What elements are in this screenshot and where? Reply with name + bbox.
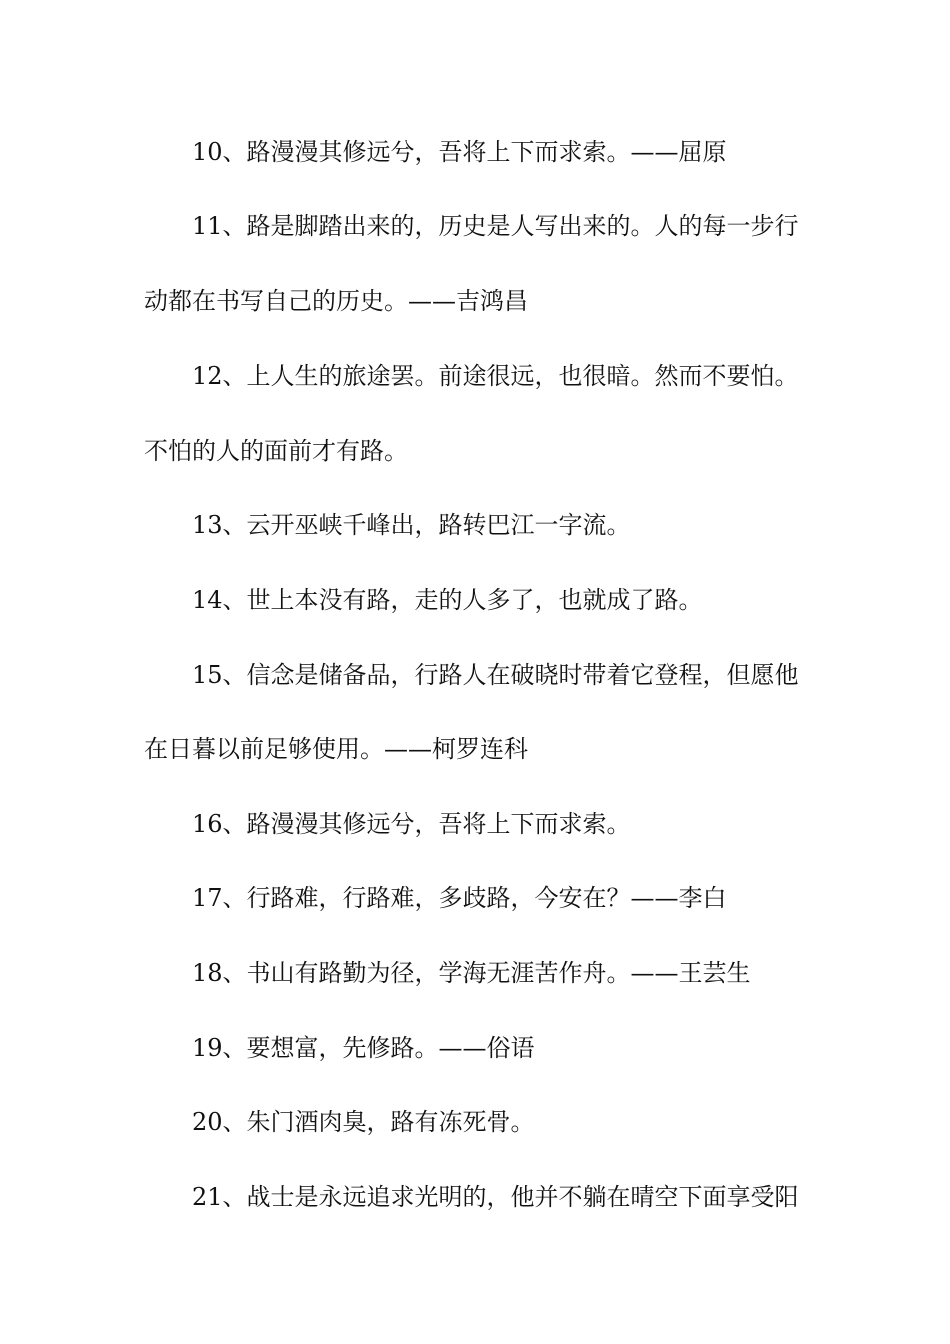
quote-12-line-1: 12、上人生的旅途罢。前途很远，也很暗。然而不要怕。 bbox=[192, 362, 799, 390]
quote-16: 16、路漫漫其修远兮，吾将上下而求索。 bbox=[192, 810, 631, 838]
quote-17: 17、行路难，行路难，多歧路，今安在？——李白 bbox=[192, 884, 727, 912]
quote-21-line-1: 21、战士是永远追求光明的，他并不躺在晴空下面享受阳 bbox=[192, 1183, 799, 1211]
quote-11-line-2: 动都在书写自己的历史。——吉鸿昌 bbox=[144, 287, 528, 315]
quote-20: 20、朱门酒肉臭，路有冻死骨。 bbox=[192, 1108, 535, 1136]
quote-12-line-2: 不怕的人的面前才有路。 bbox=[144, 437, 408, 465]
quote-18: 18、书山有路勤为径，学海无涯苦作舟。——王芸生 bbox=[192, 959, 751, 987]
quote-13: 13、云开巫峡千峰出，路转巴江一字流。 bbox=[192, 511, 631, 539]
quote-10: 10、路漫漫其修远兮，吾将上下而求索。——屈原 bbox=[192, 138, 727, 166]
quote-11-line-1: 11、路是脚踏出来的，历史是人写出来的。人的每一步行 bbox=[192, 212, 799, 240]
quote-15-line-2: 在日暮以前足够使用。——柯罗连科 bbox=[144, 735, 528, 763]
quote-15-line-1: 15、信念是储备品，行路人在破晓时带着它登程，但愿他 bbox=[192, 661, 799, 689]
quote-19: 19、要想富，先修路。——俗语 bbox=[192, 1034, 535, 1062]
quote-14: 14、世上本没有路，走的人多了，也就成了路。 bbox=[192, 586, 703, 614]
